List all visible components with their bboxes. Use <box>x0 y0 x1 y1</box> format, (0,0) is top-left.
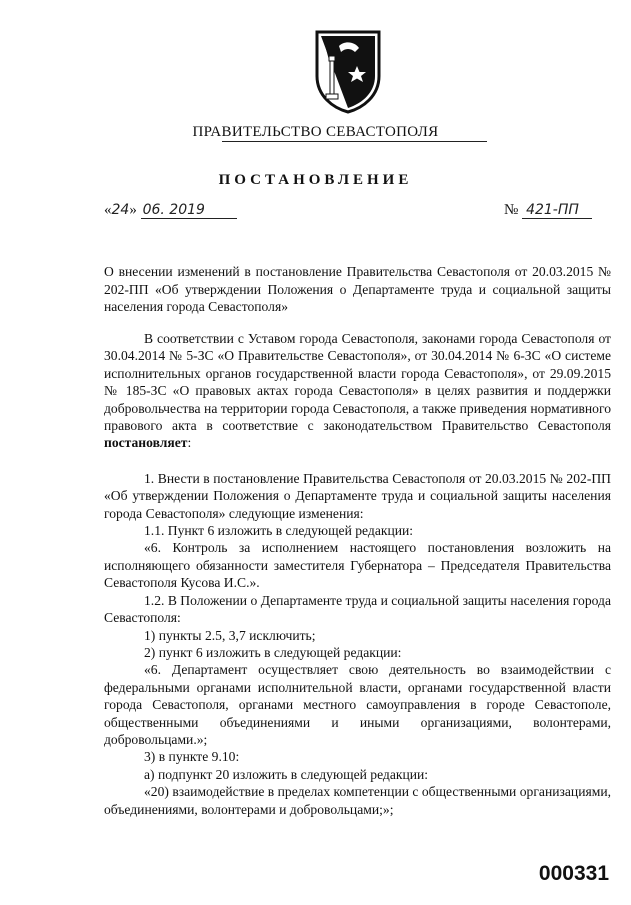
header-divider <box>222 141 487 142</box>
document-body <box>104 330 611 818</box>
decree-word: постановляет <box>104 435 188 451</box>
preamble-end: : <box>187 435 192 451</box>
paragraph-subitem-1: 1) пункты 2.5, 3,7 исключить; <box>144 627 316 643</box>
date-open-quote: « <box>104 202 112 218</box>
document-date <box>104 202 237 219</box>
paragraph-subitem-a: а) подпункт 20 изложить в следующей редакции: <box>144 766 429 782</box>
date-day: 24 <box>111 202 130 218</box>
document-serial-code: 000331 <box>538 862 609 885</box>
paragraph-item-1-1: 1.1. Пункт 6 изложить в следующей редакции: <box>144 523 414 539</box>
document-number <box>504 202 592 219</box>
date-month-year: 06. 2019 <box>141 202 237 219</box>
coat-of-arms-icon <box>315 30 381 114</box>
paragraph-subitem-3: 3) в пункте 9.10: <box>144 749 240 765</box>
preamble-paragraph <box>104 330 611 452</box>
number-sign: № <box>504 202 519 218</box>
government-name: ПРАВИТЕЛЬСТВО СЕВАСТОПОЛЯ <box>192 124 439 140</box>
paragraph-item-1: 1. Внести в постановление Правительства Севастополя от 20.03.2015 № 202-ПП «Об утверждении Положения о Департаменте труда и социальной защиты населения города Севастополя» следующие изменения: <box>104 470 611 521</box>
paragraph-subitem-2: 2) пункт 6 изложить в следующей редакции: <box>144 644 402 660</box>
date-close-quote: » <box>129 202 137 218</box>
paragraph-quote-20: «20) взаимодействие в пределах компетенции с общественными организациями, объединениями, волонтерами и добровольцами;»; <box>104 784 611 817</box>
paragraph-quote-6: «6. Контроль за исполнением настоящего постановления возложить на исполняющего обязанности заместителя Губернатора – Председателя Правительства Севастополя Кусова И.С.». <box>104 540 611 591</box>
paragraph-quote-department: «6. Департамент осуществляет свою деятельность во взаимодействии с федеральными органами исполнительной власти, органами государственной власти города Севастополя, органами местного самоуправления в городе Севастополе, общественными объединениями и иными организациями, волонтерами, добровольцами.»; <box>104 662 611 747</box>
preamble-text: В соответствии с Уставом города Севастополя, законами города Севастополя от 30.04.2014 № 5-ЗС «О Правительстве Севастополя», от 30.04.2014 № 6-ЗС «О системе исполнительных органов государственной власти города Севастополя», от 29.09.2015 № 185-ЗС «О правовых актах города Севастополя» в целях развития и поддержки добровольчества на территории города Севастополя, а также приведения нормативного правового акта в соответствие с законодательством Правительство Севастополя <box>104 331 611 434</box>
document-subject: О внесении изменений в постановление Правительства Севастополя от 20.03.2015 № 202-ПП «Об утверждении Положения о Департаменте труда и социальной защиты населения города Севастополя» <box>104 264 611 314</box>
number-value: 421-ПП <box>522 202 592 219</box>
document-type-title: ПОСТАНОВЛЕНИЕ <box>218 172 413 188</box>
paragraph-item-1-2: 1.2. В Положении о Департаменте труда и социальной защиты населения города Севастополя: <box>104 592 611 626</box>
